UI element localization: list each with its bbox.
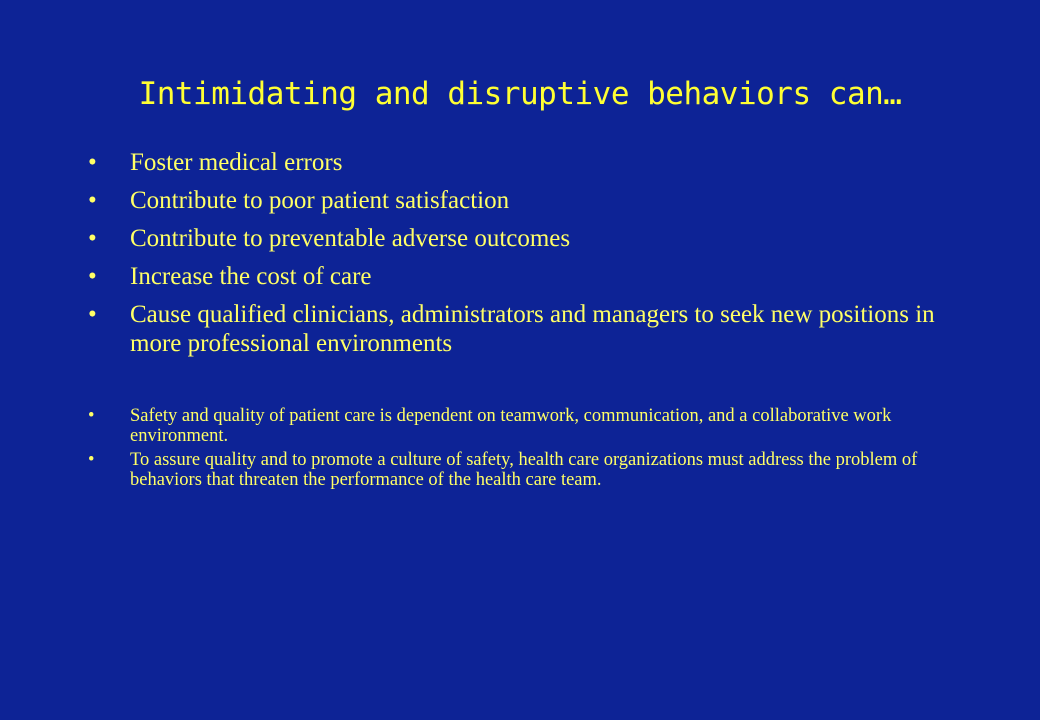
bullet-icon: • [88, 406, 95, 426]
list-item [88, 406, 948, 446]
list-item-text: Contribute to poor patient satisfaction [130, 187, 510, 214]
secondary-bullet-list [88, 406, 948, 494]
bullet-icon: • [88, 225, 97, 252]
list-item [88, 148, 958, 177]
list-item [88, 186, 958, 215]
list-item [88, 224, 958, 253]
bullet-icon: • [88, 263, 97, 290]
bullet-icon: • [88, 450, 95, 470]
list-item-text: Cause qualified clinicians, administrators and managers to seek new positions in more professional environments [130, 301, 935, 357]
list-item-text: Safety and quality of patient care is dependent on teamwork, communication, and a collaborative work environment. [130, 406, 892, 446]
list-item [88, 300, 958, 358]
main-bullet-list [88, 148, 958, 367]
bullet-icon: • [88, 149, 97, 176]
bullet-icon: • [88, 301, 97, 328]
bullet-icon: • [88, 187, 97, 214]
list-item [88, 262, 958, 291]
list-item [88, 450, 948, 490]
list-item-text: Foster medical errors [130, 149, 343, 176]
slide-title: Intimidating and disruptive behaviors can… [138, 76, 902, 112]
list-item-text: Increase the cost of care [130, 263, 372, 290]
list-item-text: To assure quality and to promote a culture of safety, health care organizations must address the problem of behaviors that threaten the performance of the health care team. [130, 450, 918, 490]
list-item-text: Contribute to preventable adverse outcomes [130, 225, 571, 252]
